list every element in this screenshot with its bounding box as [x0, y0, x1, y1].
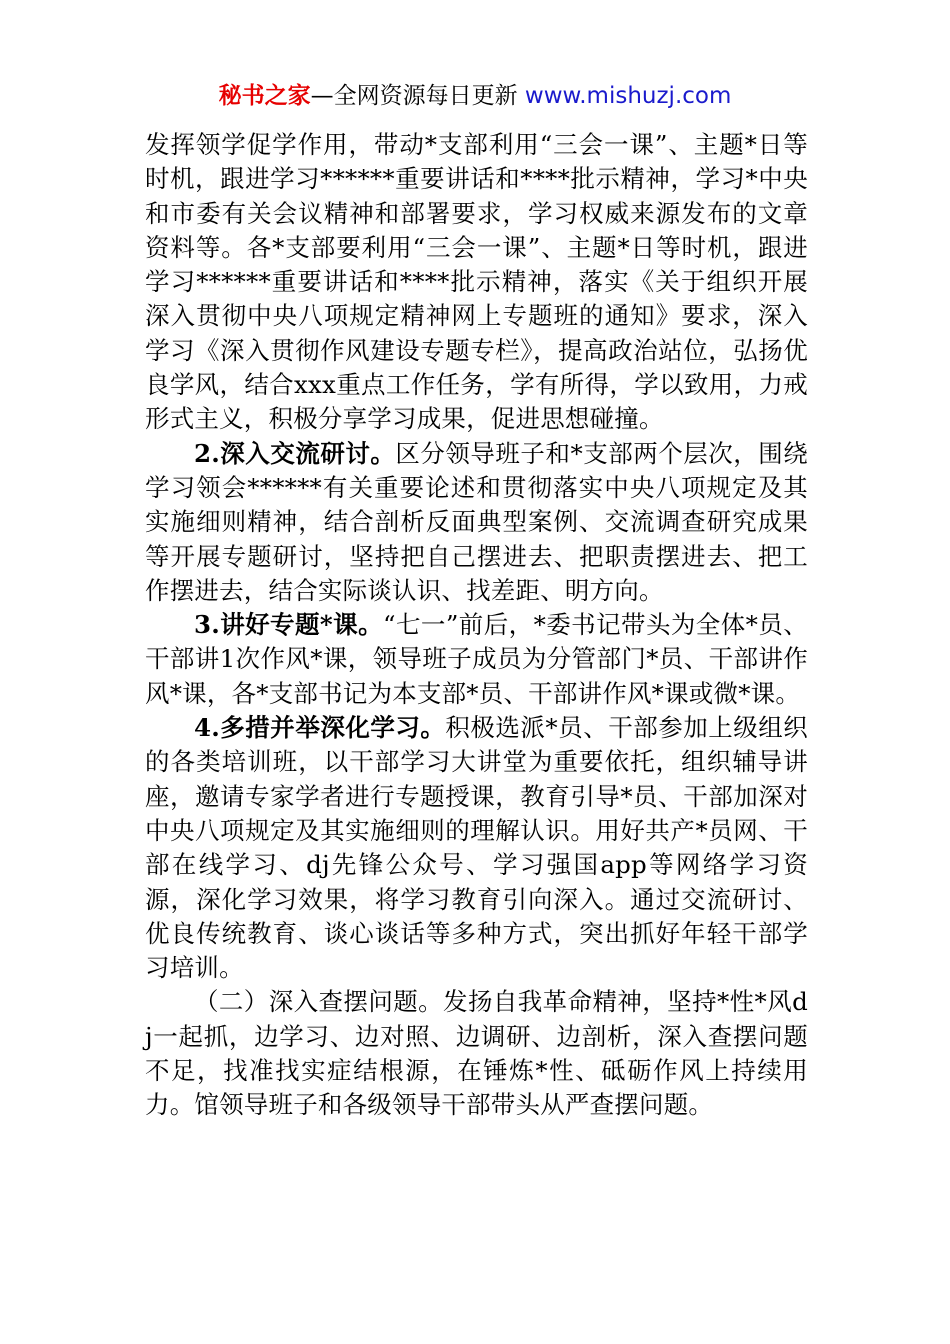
paragraph-continuation [145, 128, 808, 437]
paragraph-heading: 2.深入交流研讨。 [194, 438, 396, 468]
paragraph-heading: 3.讲好专题*课。 [194, 610, 384, 640]
paragraph-find-problems [145, 985, 808, 1122]
paragraph-text: 积极选派*员、干部参加上级组织的各类培训班，以干部学习大讲堂为重要依托，组织辅导讲座，邀请专家学者进行专题授课，教育引导*员、干部加深对中央八项规定及其实施细则的理解认识。用好共产*员网、干部在线学习、dj先锋公众号、学习强国app等网络学习资源，深化学习效果，将学习教育引向深入。通过交流研讨、优良传统教育、谈心谈话等多种方式，突出抓好年轻干部学习培训。 [145, 713, 808, 983]
site-header [0, 80, 950, 112]
paragraph-exchange-discussion [145, 437, 808, 608]
paragraph-text: （二）深入查摆问题。发扬自我革命精神，坚持*性*风dj一起抓，边学习、边对照、边调研、边剖析，深入查摆问题不足，找准找实症结根源，在锤炼*性、砥砺作风上持续用力。馆领导班子和各级领导干部带头从严查摆问题。 [145, 987, 808, 1120]
paragraph-text: “七一”前后，*委书记带头为全体*员、干部讲1次作风*课，领导班子成员为分管部门*员、干部讲作风*课，各*支部书记为本支部*员、干部讲作风*课或微*课。 [145, 610, 808, 708]
paragraph-heading: 4.多措并举深化学习。 [194, 713, 446, 743]
site-tagline: —全网资源每日更新 [310, 83, 518, 109]
paragraph-text: 发挥领学促学作用，带动*支部利用“三会一课”、主题*日等时机，跟进学习******重要讲话和****批示精神，学习*中央和市委有关会议精神和部署要求，学习权威来源发布的文章资料等。各*支部要利用“三会一课”、主题*日等时机，跟进学习******重要讲话和****批示精神，落实《关于组织开展深入贯彻中央八项规定精神网上专题班的通知》要求，深入学习《深入贯彻作风建设专题专栏》，提高政治站位，弘扬优良学风，结合xxx重点工作任务，学有所得，学以致用，力戒形式主义，积极分享学习成果，促进思想碰撞。 [145, 130, 808, 434]
paragraph-special-lecture [145, 608, 808, 711]
site-brand: 秘书之家 [218, 83, 311, 109]
site-url-link[interactable]: www.mishuzj.com [524, 83, 732, 109]
paragraph-text: 区分领导班子和*支部两个层次，围绕学习领会******有关重要论述和贯彻落实中央八项规定及其实施细则精神，结合剖析反面典型案例、交流调查研究成果等开展专题研讨，坚持把自己摆进去、把职责摆进去、把工作摆进去，结合实际谈认识、找差距、明方向。 [145, 438, 808, 605]
paragraph-deepen-study [145, 711, 808, 985]
document-body [145, 128, 808, 1123]
